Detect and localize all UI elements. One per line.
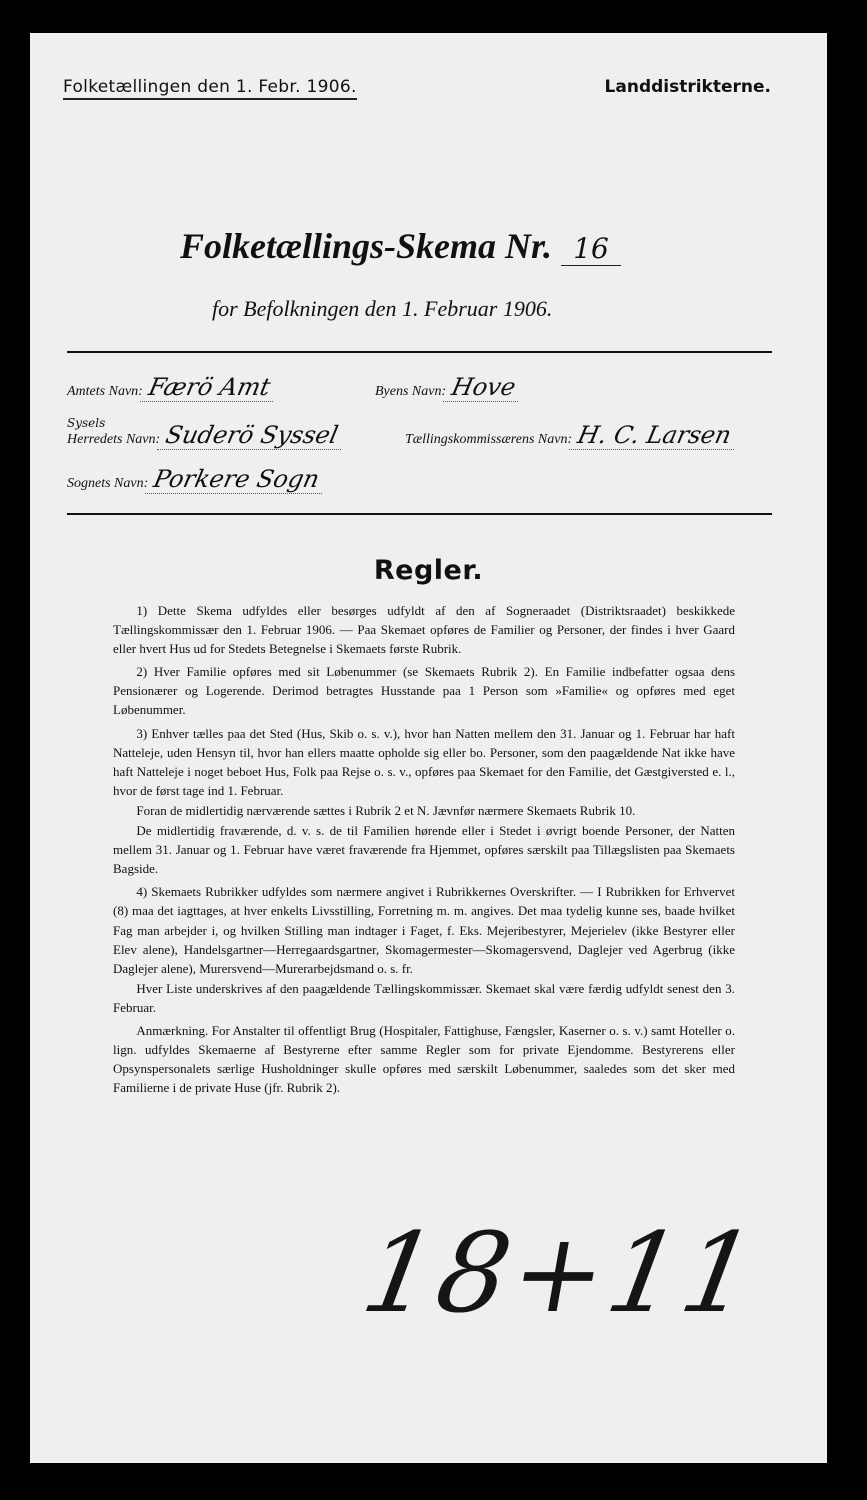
rule-3c: De midlertidig fraværende, d. v. s. de til Familien hørende eller i Stedet i øvrigt boende Personer, der Natten mellem 31. Januar og 1. Februar have været fraværende fra Hjemmet, opføres særskilt paa Tillægslisten paa Skemaets Bagside. xyxy=(113,823,735,877)
herred-value: Suderö Syssel xyxy=(157,421,347,450)
rule-4b: Hver Liste underskrives af den paagældende Tællingskommissær. Skemaet skal være færdig udfyldt senest den 3. Februar. xyxy=(113,980,735,1015)
form-subtitle: for Befolkningen den 1. Februar 1906. xyxy=(212,296,553,321)
rule-3b: Foran de midlertidig nærværende sættes i Rubrik 2 et N. Jævnfør nærmere Skemaets Rubrik 10. xyxy=(136,802,636,818)
sogn-label: Sognets Navn: xyxy=(67,476,149,491)
herred-correction: Sysels xyxy=(67,416,106,430)
rules-body xyxy=(113,601,735,1098)
kommissaer-label: Tællingskommissærens Navn: xyxy=(405,432,573,447)
form-number: 16 xyxy=(561,232,621,266)
district-type-header: Landdistrikterne. xyxy=(604,77,771,97)
rule-2: 2) Hver Familie opføres med sit Løbenummer (se Skemaets Rubrik 2). En Familie indbefatter ogsaa dens Pensionærer og Logerende. Derimod betragtes Husstande paa 1 Person som »Familie« og opføres med eget Løbenummer. xyxy=(113,664,735,718)
rule-4: 4) Skemaets Rubrikker udfyldes som nærmere angivet i Rubrikkernes Overskrifter. — I Rubrikken for Erhvervet (8) maa det iagttages, at hver enkelts Livsstilling, Forretning m. m. angives. Det maa tydelig kunne ses, baade hvilket Fag man arbejder i, og hvilken Stilling man indtager i Faget, f. Eks. Mejeribestyrer, Mejerielev (ikke Bestyrer eller Elev alene), Handelsgartner—Herregaardsgartner, Skomagermester—Skomagersvend, Daglejer ved Agerbrug (ikke Daglejer alene), Murersvend—Murerarbejdsmand o. s. fr. xyxy=(113,884,735,976)
amt-field xyxy=(67,373,276,402)
sogn-field xyxy=(67,465,325,494)
handwritten-total: 18+11 xyxy=(353,1209,769,1337)
bottom-divider xyxy=(67,513,772,515)
top-divider xyxy=(67,351,772,353)
herred-label: Herredets Navn: xyxy=(67,432,161,447)
rules-note: Anmærkning. For Anstalter til offentligt Brug (Hospitaler, Fattighuse, Fængsler, Kaserner o. s. v.) samt Hoteller o. lign. udfyldes Skemaerne af Bestyrerne efter samme Regler som for private Ejendomme. Bestyrerens eller Opsynspersonalets særlige Husholdninger skulle opføres med særskilt Løbenummer, saaledes som det sker med Familierne i de private Huse (jfr. Rubrik 2). xyxy=(113,1022,735,1096)
amt-label: Amtets Navn: xyxy=(67,384,143,399)
by-field xyxy=(375,373,521,402)
amt-value: Færö Amt xyxy=(140,373,279,402)
form-title-text: Folketællings-Skema Nr. xyxy=(180,226,553,266)
kommissaer-field xyxy=(405,421,737,450)
herred-field xyxy=(67,421,344,450)
rules-heading: Regler. xyxy=(373,555,484,586)
by-label: Byens Navn: xyxy=(375,384,447,399)
sogn-value: Porkere Sogn xyxy=(145,465,328,494)
rule-1: 1) Dette Skema udfyldes eller besørges udfyldt af den af Sogneraadet (Distriktsraadet) beskikkede Tællingskommissær den 1. Februar 1906. — Paa Skemaet opføres de Familier og Personer, der findes i hver Gaard eller hvert Hus ud for Stedets Betegnelse i Skemaets første Rubrik. xyxy=(113,603,735,657)
rule-3: 3) Enhver tælles paa det Sted (Hus, Skib o. s. v.), hvor han Natten mellem den 31. Januar og 1. Februar har haft Natteleje, uden Hensyn til, hvor han ellers maatte opholde sig eller bo. Personer, som den paagældende Nat ikke have haft Natteleje i noget beboet Hus, Folk paa Rejse o. s. v., opføres paa Skemaet for den Familie, det Gæstgiversted e. l., hvor de først tage ind 1. Februar. xyxy=(113,725,735,798)
census-date-header: Folketællingen den 1. Febr. 1906. xyxy=(63,77,357,100)
form-title xyxy=(180,225,621,267)
by-value: Hove xyxy=(443,373,524,402)
kommissaer-value: H. C. Larsen xyxy=(569,421,740,450)
census-form-page xyxy=(30,33,827,1463)
